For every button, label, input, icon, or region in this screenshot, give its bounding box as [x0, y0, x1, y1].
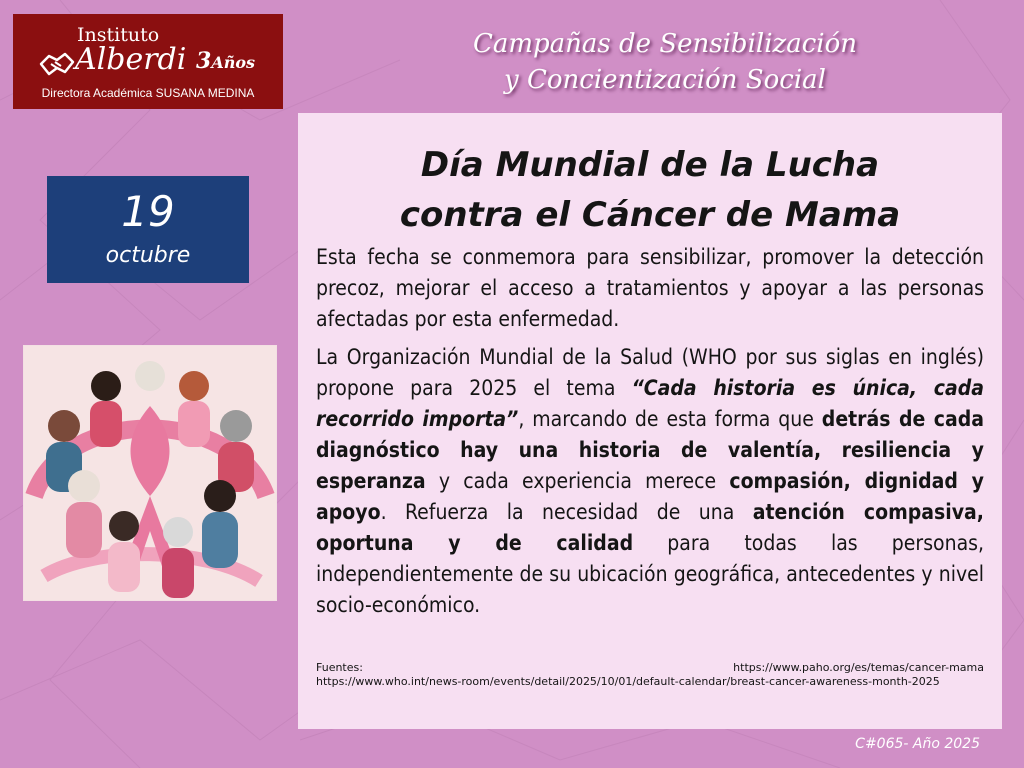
date-badge: [47, 176, 249, 283]
source-link-who[interactable]: https://www.who.int/news-room/events/detail/2025/10/01/default-calendar/breast-cancer-awareness-month-2025: [316, 675, 940, 688]
header-line2: y Concientización Social: [504, 65, 826, 95]
logo-line1: Instituto: [77, 24, 160, 46]
director-label: Directora Académica SUSANA MEDINA: [41, 86, 255, 100]
title-line1: Día Mundial de la Lucha: [420, 145, 880, 185]
anniversary-badge: 3Años: [196, 48, 256, 74]
handshake-icon: [37, 42, 77, 82]
women-pink-ribbon-illustration: [24, 346, 276, 600]
campaign-code: C#065- Año 2025: [855, 736, 980, 752]
card-title: [298, 140, 1002, 240]
title-line2: contra el Cáncer de Mama: [399, 195, 901, 235]
source-link-paho[interactable]: https://www.paho.org/es/temas/cancer-mama: [733, 661, 984, 674]
content-card: [298, 113, 1002, 729]
date-month: octubre: [105, 243, 191, 268]
header-line1: Campañas de Sensibilización: [472, 29, 857, 59]
paragraph-1: Esta fecha se conmemora para sensibilizar, promover la detección precoz, mejorar el acceso a tratamientos y apoyar a las personas afectadas por esta enfermedad.: [316, 245, 984, 331]
illustration-art: [24, 346, 276, 600]
sources-block: [316, 661, 984, 689]
date-day: 19: [121, 187, 175, 236]
campaign-header: [410, 26, 920, 98]
sources-label: Fuentes:: [316, 661, 363, 674]
paragraph-2: La Organización Mundial de la Salud (WHO por sus siglas en inglés) propone para 2025 el tema “Cada historia es única, cada recorrido importa”, marcando de esta forma que detrás de cada diagnóstico hay una historia de valentía, resiliencia y esperanza y cada experiencia merece compasión, dignidad y apoyo. Refuerza la necesidad de una atención compasiva, oportuna y de calidad para todas las personas, independientemente de su ubicación geográfica, antecedentes y nivel socio-económico.: [316, 345, 984, 617]
logo-line2: Alberdi: [75, 42, 187, 77]
institute-logo: [13, 14, 283, 109]
